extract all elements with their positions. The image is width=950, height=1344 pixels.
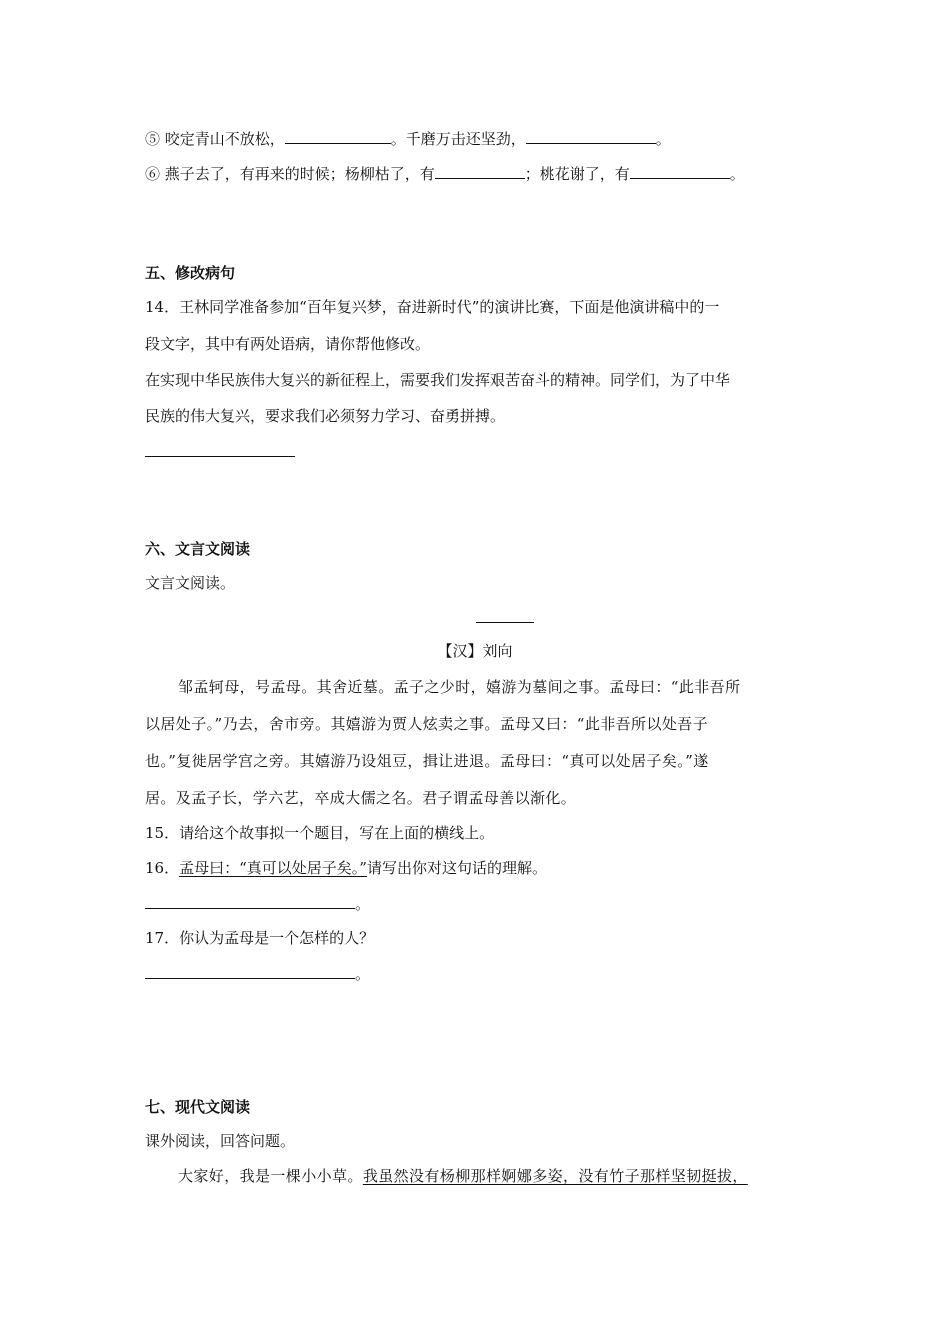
question-16: [145, 858, 547, 878]
poem-item-5-suffix: 。: [655, 130, 671, 148]
classical-text-line-1: 邹孟轲母，号孟母。其舍近墓。孟子之少时，嬉游为墓间之事。孟母曰：“此非吾所: [178, 678, 741, 696]
answer-blank-5a[interactable]: [285, 128, 391, 144]
section-7-heading: 七、现代文阅读: [145, 1098, 251, 1116]
poem-item-5-middle: 。千磨万击还坚劲，: [390, 130, 526, 148]
poem-item-5: [145, 128, 671, 149]
question-14-line-2: 段文字，其中有两处语病，请你帮他修改。: [145, 335, 431, 353]
section-6-heading: 六、文言文阅读: [145, 540, 251, 558]
answer-end-16: 。: [355, 895, 371, 913]
answer-blank-5b[interactable]: [526, 128, 656, 144]
question-17: 17．你认为孟母是一个怎样的人？: [145, 929, 375, 947]
section-6-intro: 文言文阅读。: [145, 574, 236, 592]
answer-blank-6a[interactable]: [435, 163, 525, 179]
answer-row-16: [145, 893, 370, 914]
answer-line-17[interactable]: [145, 963, 355, 979]
poem-item-6-suffix: 。: [729, 165, 745, 183]
answer-end-17: 。: [355, 965, 371, 983]
poem-item-5-prefix: ⑤ 咬定青山不放松，: [145, 130, 285, 148]
story-author: 【汉】刘向: [437, 642, 513, 660]
passage-14-line-1: 在实现中华民族伟大复兴的新征程上，需要我们发挥艰苦奋斗的精神。同学们，为了中华: [145, 371, 731, 389]
question-16-prompt: 请写出你对这句话的理解。: [366, 859, 547, 877]
modern-text-underlined: 我虽然没有杨柳那样婀娜多姿，没有竹子那样坚韧挺拔，: [362, 1167, 748, 1185]
answer-line-14[interactable]: [145, 456, 295, 457]
section-5-heading: 五、修改病句: [145, 264, 236, 282]
answer-line-16[interactable]: [145, 893, 355, 909]
classical-text-line-3: 也。”复徙居学宫之旁。其嬉游乃设俎豆，揖让进退。孟母曰：“真可以处居子矣。”遂: [145, 752, 709, 770]
classical-text-line-4: 居。及孟子长，学六艺，卒成大儒之名。君子谓孟母善以渐化。: [145, 789, 577, 807]
question-16-number: 16．: [145, 859, 180, 877]
modern-text-start: 大家好，我是一棵小小草。: [178, 1167, 363, 1185]
poem-item-6: [145, 163, 745, 184]
question-15: 15．请给这个故事拟一个题目，写在上面的横线上。: [145, 824, 495, 842]
story-title-blank[interactable]: [476, 622, 534, 623]
passage-14-line-2: 民族的伟大复兴，要求我们必须努力学习、奋勇拼搏。: [145, 407, 506, 425]
answer-row-17: [145, 963, 370, 984]
answer-blank-6b[interactable]: [630, 163, 730, 179]
poem-item-6-middle: ；桃花谢了，有: [524, 165, 630, 183]
classical-text-line-2: 以居处子。”乃去，舍市旁。其嬉游为贾人炫卖之事。孟母又曰：“此非吾所以处吾子: [145, 715, 709, 733]
section-7-intro: 课外阅读，回答问题。: [145, 1132, 296, 1150]
poem-item-6-prefix: ⑥ 燕子去了，有再来的时候；杨柳枯了，有: [145, 165, 435, 183]
modern-text-paragraph: [178, 1166, 748, 1186]
question-14-line-1: 14．王林同学准备参加“百年复兴梦，奋进新时代”的演讲比赛，下面是他演讲稿中的一: [145, 298, 720, 316]
question-16-quote: 孟母曰：“真可以处居子矣。”: [179, 859, 367, 877]
